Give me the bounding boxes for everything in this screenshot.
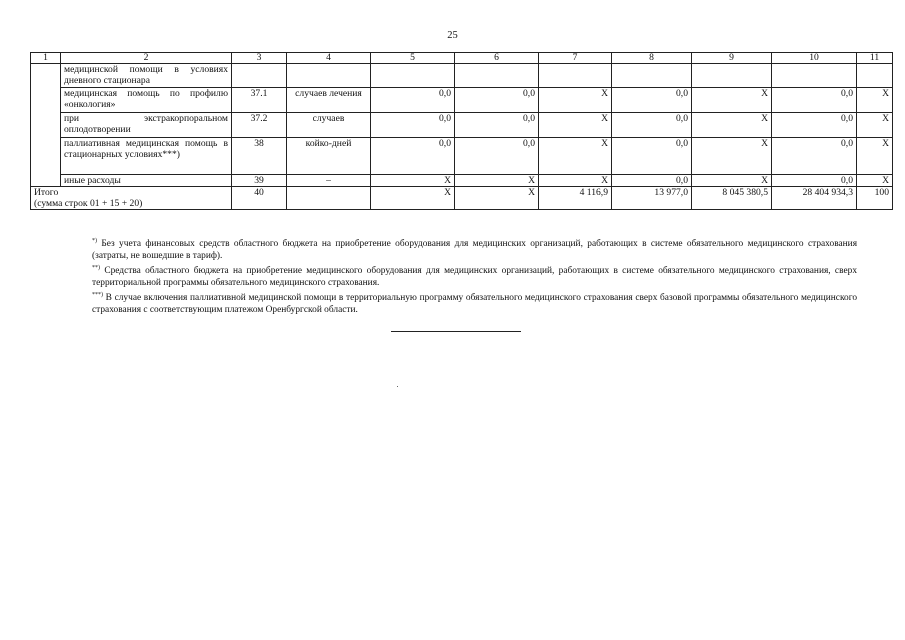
cell-6: 0,0 xyxy=(455,113,539,138)
footnote xyxy=(52,289,857,316)
row-name: медицинская помощь по профилю «онкология» xyxy=(61,88,232,113)
col-header-7: 7 xyxy=(539,53,612,64)
table-row xyxy=(31,113,893,138)
col-header-2: 2 xyxy=(61,53,232,64)
row-code: 37.2 xyxy=(232,113,287,138)
empty-cell xyxy=(31,64,61,187)
footnote-mark: ***) xyxy=(92,292,103,299)
scan-speck xyxy=(397,386,398,387)
end-divider xyxy=(391,331,521,332)
col-header-6: 6 xyxy=(455,53,539,64)
row-unit: койко-дней xyxy=(287,138,371,175)
cell-8: 0,0 xyxy=(612,88,692,113)
total-row xyxy=(31,187,893,210)
row-code: 37.1 xyxy=(232,88,287,113)
col-header-10: 10 xyxy=(772,53,857,64)
cell-7: Х xyxy=(539,88,612,113)
data-table xyxy=(30,52,893,210)
cell-5: Х xyxy=(371,175,455,187)
page-number: 25 xyxy=(447,30,458,41)
cell-7: Х xyxy=(539,175,612,187)
footnote xyxy=(52,262,857,289)
cell-6 xyxy=(455,64,539,88)
total-code: 40 xyxy=(232,187,287,210)
cell-6: 0,0 xyxy=(455,88,539,113)
cell-9 xyxy=(692,64,772,88)
footnotes xyxy=(52,235,857,316)
col-header-5: 5 xyxy=(371,53,455,64)
cell-8: 0,0 xyxy=(612,138,692,175)
cell-11: Х xyxy=(857,175,893,187)
cell-9: Х xyxy=(692,138,772,175)
row-unit xyxy=(287,64,371,88)
cell-6: 0,0 xyxy=(455,138,539,175)
cell-7 xyxy=(539,64,612,88)
total-cell-7: 4 116,9 xyxy=(539,187,612,210)
total-cell-6: Х xyxy=(455,187,539,210)
footnote-mark: **) xyxy=(92,265,100,272)
cell-7: Х xyxy=(539,113,612,138)
cell-8 xyxy=(612,64,692,88)
total-label-line1: Итого xyxy=(34,187,59,198)
cell-5: 0,0 xyxy=(371,88,455,113)
cell-11: Х xyxy=(857,113,893,138)
cell-5: 0,0 xyxy=(371,138,455,175)
table-row xyxy=(31,175,893,187)
cell-10: 0,0 xyxy=(772,88,857,113)
col-header-3: 3 xyxy=(232,53,287,64)
total-cell-10: 28 404 934,3 xyxy=(772,187,857,210)
table-row xyxy=(31,64,893,88)
cell-9: Х xyxy=(692,88,772,113)
row-unit: случаев xyxy=(287,113,371,138)
row-name: медицинской помощи в условиях дневного стационара xyxy=(61,64,232,88)
cell-10: 0,0 xyxy=(772,138,857,175)
footnote-mark: *) xyxy=(92,238,97,244)
total-cell-5: Х xyxy=(371,187,455,210)
cell-7: Х xyxy=(539,138,612,175)
total-label-line2: (сумма строк 01 + 15 + 20) xyxy=(34,198,143,209)
col-header-4: 4 xyxy=(287,53,371,64)
footnote-text: Без учета финансовых средств областного бюджета на приобретение оборудования для медицинских организаций, работающих в системе обязательного медицинского страхования (затраты, не вошедшие в тариф). xyxy=(92,239,857,262)
col-header-8: 8 xyxy=(612,53,692,64)
col-header-11: 11 xyxy=(857,53,893,64)
footnote xyxy=(52,235,857,262)
footnote-text: Средства областного бюджета на приобретение медицинского оборудования для медицинских организаций, работающих в системе обязательного медицинского страхования, сверх территориальной программы обязательного медицинского страхования. xyxy=(92,266,858,289)
cell-10: 0,0 xyxy=(772,175,857,187)
row-name: паллиативная медицинская помощь в стационарных условиях***) xyxy=(61,138,232,175)
cell-11 xyxy=(857,64,893,88)
header-row xyxy=(31,53,893,64)
cell-9: Х xyxy=(692,175,772,187)
row-code: 39 xyxy=(232,175,287,187)
cell-8: 0,0 xyxy=(612,113,692,138)
total-cell-8: 13 977,0 xyxy=(612,187,692,210)
row-unit: – xyxy=(287,175,371,187)
cell-8: 0,0 xyxy=(612,175,692,187)
table-row xyxy=(31,88,893,113)
cell-11: Х xyxy=(857,138,893,175)
col-header-9: 9 xyxy=(692,53,772,64)
total-cell-9: 8 045 380,5 xyxy=(692,187,772,210)
cell-9: Х xyxy=(692,113,772,138)
row-unit: случаев лечения xyxy=(287,88,371,113)
row-code xyxy=(232,64,287,88)
total-cell-11: 100 xyxy=(857,187,893,210)
col-header-1: 1 xyxy=(31,53,61,64)
table-row xyxy=(31,138,893,175)
cell-5 xyxy=(371,64,455,88)
row-code: 38 xyxy=(232,138,287,175)
cell-10: 0,0 xyxy=(772,113,857,138)
cell-11: Х xyxy=(857,88,893,113)
footnote-text: В случае включения паллиативной медицинской помощи в территориальную программу обязательного медицинского страхования сверх базовой программы обязательного медицинского страхования с соответствующим платежом Оренбургской области. xyxy=(92,293,858,316)
cell-5: 0,0 xyxy=(371,113,455,138)
cell-6: Х xyxy=(455,175,539,187)
row-name: при экстракорпоральном оплодотворении xyxy=(61,113,232,138)
row-name: иные расходы xyxy=(61,175,232,187)
cell-10 xyxy=(772,64,857,88)
total-unit xyxy=(287,187,371,210)
total-label xyxy=(31,187,232,210)
